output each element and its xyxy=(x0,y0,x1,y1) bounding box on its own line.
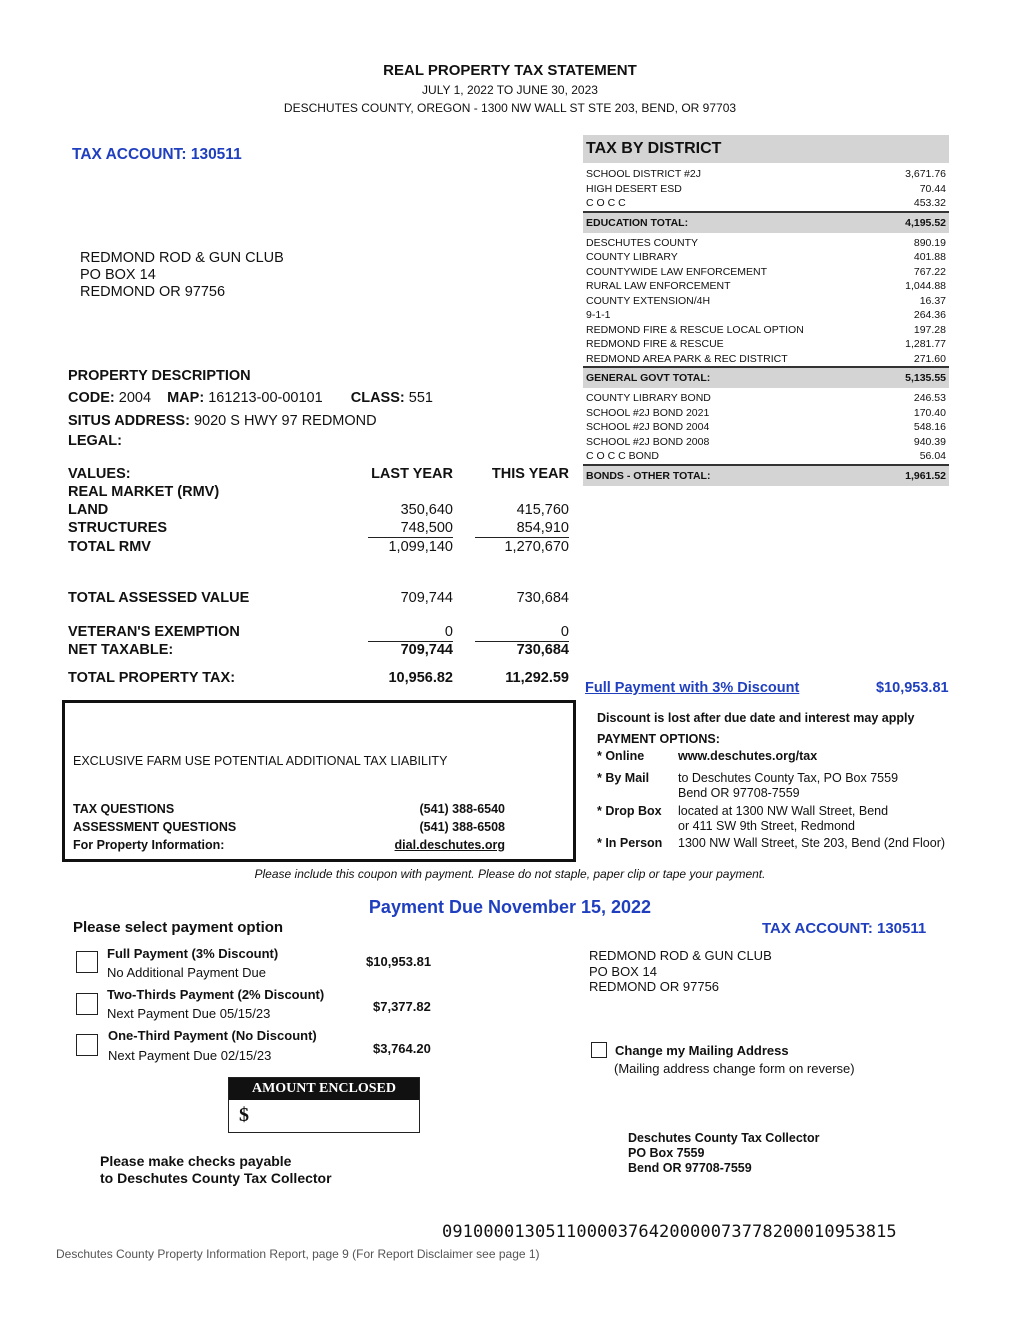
district-amount: 3,671.76 xyxy=(905,168,946,180)
tax-period: JULY 1, 2022 TO JUNE 30, 2023 xyxy=(422,83,598,97)
mail-line2: Bend OR 97708-7559 xyxy=(678,786,800,800)
structures-last: 748,500 xyxy=(368,520,453,538)
total-tax-this: 11,292.59 xyxy=(505,670,569,686)
veteran-last: 0 xyxy=(368,624,453,642)
tax-account: TAX ACCOUNT: 130511 xyxy=(72,146,242,163)
district-row xyxy=(583,196,949,212)
coupon-owner-pobox: PO BOX 14 xyxy=(589,963,657,979)
assessment-questions-phone: (541) 388-6508 xyxy=(419,820,505,834)
total-tax-label: TOTAL PROPERTY TAX: xyxy=(68,670,236,686)
district-row xyxy=(583,279,949,294)
code-value: 2004 xyxy=(118,390,152,406)
district-name: REDMOND FIRE & RESCUE LOCAL OPTION xyxy=(586,323,804,336)
total-rmv-label: TOTAL RMV xyxy=(68,539,151,555)
district-row xyxy=(583,182,949,197)
payable-note xyxy=(100,1153,332,1187)
property-info-link[interactable]: dial.deschutes.org xyxy=(394,838,505,852)
full-discount-amount: $10,953.81 xyxy=(876,680,949,696)
ocr-scanline: 09100001305110000376420000073778200010953815 xyxy=(442,1222,897,1242)
payable-line2: to Deschutes County Tax Collector xyxy=(100,1170,332,1186)
amount-enclosed-box[interactable] xyxy=(228,1077,420,1133)
change-address-checkbox[interactable] xyxy=(591,1042,607,1058)
district-amount: 170.40 xyxy=(913,406,946,419)
district-amount: 1,044.88 xyxy=(905,280,946,292)
general-total-amount: 5,135.55 xyxy=(905,372,946,384)
tax-questions-label: TAX QUESTIONS xyxy=(73,802,175,816)
option-one-third-amount: $3,764.20 xyxy=(373,1041,431,1056)
one-third-payment-checkbox[interactable] xyxy=(76,1034,98,1056)
payment-options-heading: PAYMENT OPTIONS: xyxy=(597,732,720,746)
collector-line1: Deschutes County Tax Collector xyxy=(628,1131,820,1145)
page-footer: Deschutes County Property Information Report, page 9 (For Report Disclaimer see page 1) xyxy=(56,1247,540,1261)
district-name: 9-1-1 xyxy=(586,309,611,321)
drop-line2: or 411 SW 9th Street, Redmond xyxy=(678,819,855,833)
district-amount: 16.37 xyxy=(919,294,946,307)
district-name: COUNTY EXTENSION/4H xyxy=(586,294,711,307)
drop-box-address xyxy=(678,804,888,834)
collector-line3: Bend OR 97708-7559 xyxy=(628,1161,752,1175)
in-person-label: * In Person xyxy=(597,836,663,850)
district-amount: 1,281.77 xyxy=(905,338,946,350)
structures-label: STRUCTURES xyxy=(68,520,168,536)
situs-value: 9020 S HWY 97 REDMOND xyxy=(193,413,377,429)
county-address: DESCHUTES COUNTY, OREGON - 1300 NW WALL ST STE 203, BEND, OR 97703 xyxy=(283,101,737,115)
land-last: 350,640 xyxy=(400,502,453,518)
district-amount: 264.36 xyxy=(913,309,946,321)
tax-questions-phone: (541) 388-6540 xyxy=(419,802,505,816)
class-label: CLASS: xyxy=(350,390,405,406)
general-total-row xyxy=(583,367,949,388)
dollar-sign: $ xyxy=(239,1104,249,1126)
property-description-heading: PROPERTY DESCRIPTION xyxy=(68,368,251,384)
option-two-thirds-sub: Next Payment Due 05/15/23 xyxy=(107,1006,271,1021)
education-total-row xyxy=(583,212,949,233)
district-row xyxy=(583,352,949,368)
map-value: 161213-00-00101 xyxy=(208,390,323,406)
assessed-label: TOTAL ASSESSED VALUE xyxy=(68,590,250,606)
situs-label: SITUS ADDRESS: xyxy=(68,413,190,429)
district-row xyxy=(583,391,949,406)
district-amount: 70.44 xyxy=(919,182,946,195)
owner-name: REDMOND ROD & GUN CLUB xyxy=(80,250,284,266)
collector-line2: PO Box 7559 xyxy=(628,1146,705,1160)
option-full-title: Full Payment (3% Discount) xyxy=(107,946,279,961)
district-name: RURAL LAW ENFORCEMENT xyxy=(586,280,731,292)
district-name: C O C C xyxy=(586,197,626,209)
total-tax-last: 10,956.82 xyxy=(388,670,453,686)
owner-city: REDMOND OR 97756 xyxy=(80,284,226,300)
district-row xyxy=(583,294,949,309)
district-amount: 940.39 xyxy=(913,435,946,448)
bonds-total-amount: 1,961.52 xyxy=(905,469,946,482)
total-rmv-this: 1,270,670 xyxy=(504,539,569,555)
in-person-address: 1300 NW Wall Street, Ste 203, Bend (2nd Floor) xyxy=(678,836,946,850)
land-label: LAND xyxy=(68,502,109,518)
payment-due-date: Payment Due November 15, 2022 xyxy=(368,897,652,917)
coupon-instruction: Please include this coupon with payment. Please do not staple, paper clip or tape your payment. xyxy=(254,867,766,881)
bonds-total-label: BONDS - OTHER TOTAL: xyxy=(586,469,711,482)
district-name: SCHOOL #2J BOND 2021 xyxy=(586,406,710,419)
option-two-thirds-amount: $7,377.82 xyxy=(373,999,431,1014)
district-name: SCHOOL #2J BOND 2008 xyxy=(586,435,710,448)
this-year-header: THIS YEAR xyxy=(491,466,569,482)
assessment-questions-label: ASSESSMENT QUESTIONS xyxy=(73,820,237,834)
district-amount: 548.16 xyxy=(913,421,946,433)
last-year-header: LAST YEAR xyxy=(371,466,453,482)
option-full-sub: No Additional Payment Due xyxy=(107,965,266,980)
district-row xyxy=(583,337,949,352)
coupon-owner-address xyxy=(589,948,772,995)
district-row xyxy=(583,323,949,338)
map-label: MAP: xyxy=(167,390,205,406)
district-row xyxy=(583,406,949,421)
discount-note: Discount is lost after due date and interest may apply xyxy=(597,711,915,725)
option-two-thirds-title: Two-Thirds Payment (2% Discount) xyxy=(107,987,325,1002)
district-name: C O C C BOND xyxy=(586,450,659,462)
info-box xyxy=(62,700,576,862)
district-row xyxy=(583,435,949,450)
district-heading: TAX BY DISTRICT xyxy=(583,135,949,163)
property-info-label: For Property Information: xyxy=(73,838,225,852)
education-total-amount: 4,195.52 xyxy=(905,216,946,229)
district-name: COUNTYWIDE LAW ENFORCEMENT xyxy=(586,265,768,278)
option-full-amount: $10,953.81 xyxy=(366,954,432,969)
district-amount: 453.32 xyxy=(913,197,946,209)
legal-label: LEGAL: xyxy=(68,433,122,449)
district-name: REDMOND AREA PARK & REC DISTRICT xyxy=(586,352,788,365)
drop-box-label: * Drop Box xyxy=(597,804,662,818)
online-label: * Online xyxy=(597,749,645,763)
assessed-last: 709,744 xyxy=(400,590,453,606)
education-total-label: EDUCATION TOTAL: xyxy=(586,216,689,229)
district-name: COUNTY LIBRARY xyxy=(586,251,678,263)
land-this: 415,760 xyxy=(516,502,569,518)
full-payment-checkbox[interactable] xyxy=(76,951,98,973)
rmv-label: REAL MARKET (RMV) xyxy=(68,484,220,500)
option-one-third-title: One-Third Payment (No Discount) xyxy=(108,1028,317,1043)
structures-this: 854,910 xyxy=(475,520,569,538)
district-name: DESCHUTES COUNTY xyxy=(586,236,699,249)
owner-address xyxy=(80,250,284,301)
district-row xyxy=(583,420,949,435)
code-label: CODE: xyxy=(68,390,115,406)
district-amount: 271.60 xyxy=(913,352,946,365)
coupon-owner-name: REDMOND ROD & GUN CLUB xyxy=(589,948,772,963)
district-amount: 767.22 xyxy=(913,265,946,278)
district-row xyxy=(583,167,949,182)
district-amount: 890.19 xyxy=(913,236,946,249)
mail-line1: to Deschutes County Tax, PO Box 7559 xyxy=(678,771,899,785)
situs-line xyxy=(68,413,377,429)
values-heading: VALUES: xyxy=(68,466,131,482)
tax-by-district-panel xyxy=(583,135,949,482)
district-amount: 197.28 xyxy=(913,323,946,336)
district-name: HIGH DESERT ESD xyxy=(586,182,682,195)
change-address-label: Change my Mailing Address xyxy=(615,1043,789,1058)
drop-line1: located at 1300 NW Wall Street, Bend xyxy=(678,804,889,818)
amount-enclosed-label: AMOUNT ENCLOSED xyxy=(229,1078,419,1100)
payable-line1: Please make checks payable xyxy=(100,1153,292,1169)
class-value: 551 xyxy=(408,390,433,406)
mail-address xyxy=(678,771,898,801)
efu-notice: EXCLUSIVE FARM USE POTENTIAL ADDITIONAL TAX LIABILITY xyxy=(73,754,448,768)
net-taxable-label: NET TAXABLE: xyxy=(68,642,174,658)
district-amount: 401.88 xyxy=(913,251,946,263)
assessed-this: 730,684 xyxy=(516,590,569,606)
property-code-line xyxy=(68,390,433,406)
statement-title: REAL PROPERTY TAX STATEMENT xyxy=(383,62,637,79)
net-taxable-this: 730,684 xyxy=(516,642,569,658)
net-taxable-last: 709,744 xyxy=(400,642,453,658)
full-discount-link[interactable]: Full Payment with 3% Discount xyxy=(585,680,800,696)
veteran-label: VETERAN'S EXEMPTION xyxy=(68,624,240,640)
district-name: SCHOOL #2J BOND 2004 xyxy=(586,421,710,433)
two-thirds-payment-checkbox[interactable] xyxy=(76,993,98,1015)
general-total-label: GENERAL GOVT TOTAL: xyxy=(586,372,711,384)
district-name: SCHOOL DISTRICT #2J xyxy=(586,168,701,180)
district-row xyxy=(583,449,949,465)
online-url[interactable]: www.deschutes.org/tax xyxy=(678,749,818,763)
district-name: REDMOND FIRE & RESCUE xyxy=(586,338,724,350)
collector-address xyxy=(628,1131,819,1176)
district-row xyxy=(583,236,949,251)
option-one-third-sub: Next Payment Due 02/15/23 xyxy=(108,1048,272,1063)
select-payment-label: Please select payment option xyxy=(73,919,284,936)
district-row xyxy=(583,308,949,323)
mail-label: * By Mail xyxy=(597,771,650,785)
coupon-owner-city: REDMOND OR 97756 xyxy=(589,979,720,994)
owner-pobox: PO BOX 14 xyxy=(80,267,156,283)
change-address-note: (Mailing address change form on reverse) xyxy=(614,1061,855,1076)
district-row xyxy=(583,265,949,280)
veteran-this: 0 xyxy=(475,624,569,642)
district-amount: 246.53 xyxy=(913,392,946,404)
bonds-total-row xyxy=(583,465,949,486)
total-rmv-last: 1,099,140 xyxy=(388,539,453,555)
district-amount: 56.04 xyxy=(919,450,946,462)
coupon-tax-account: TAX ACCOUNT: 130511 xyxy=(762,920,927,937)
district-name: COUNTY LIBRARY BOND xyxy=(586,392,711,404)
district-row xyxy=(583,250,949,265)
